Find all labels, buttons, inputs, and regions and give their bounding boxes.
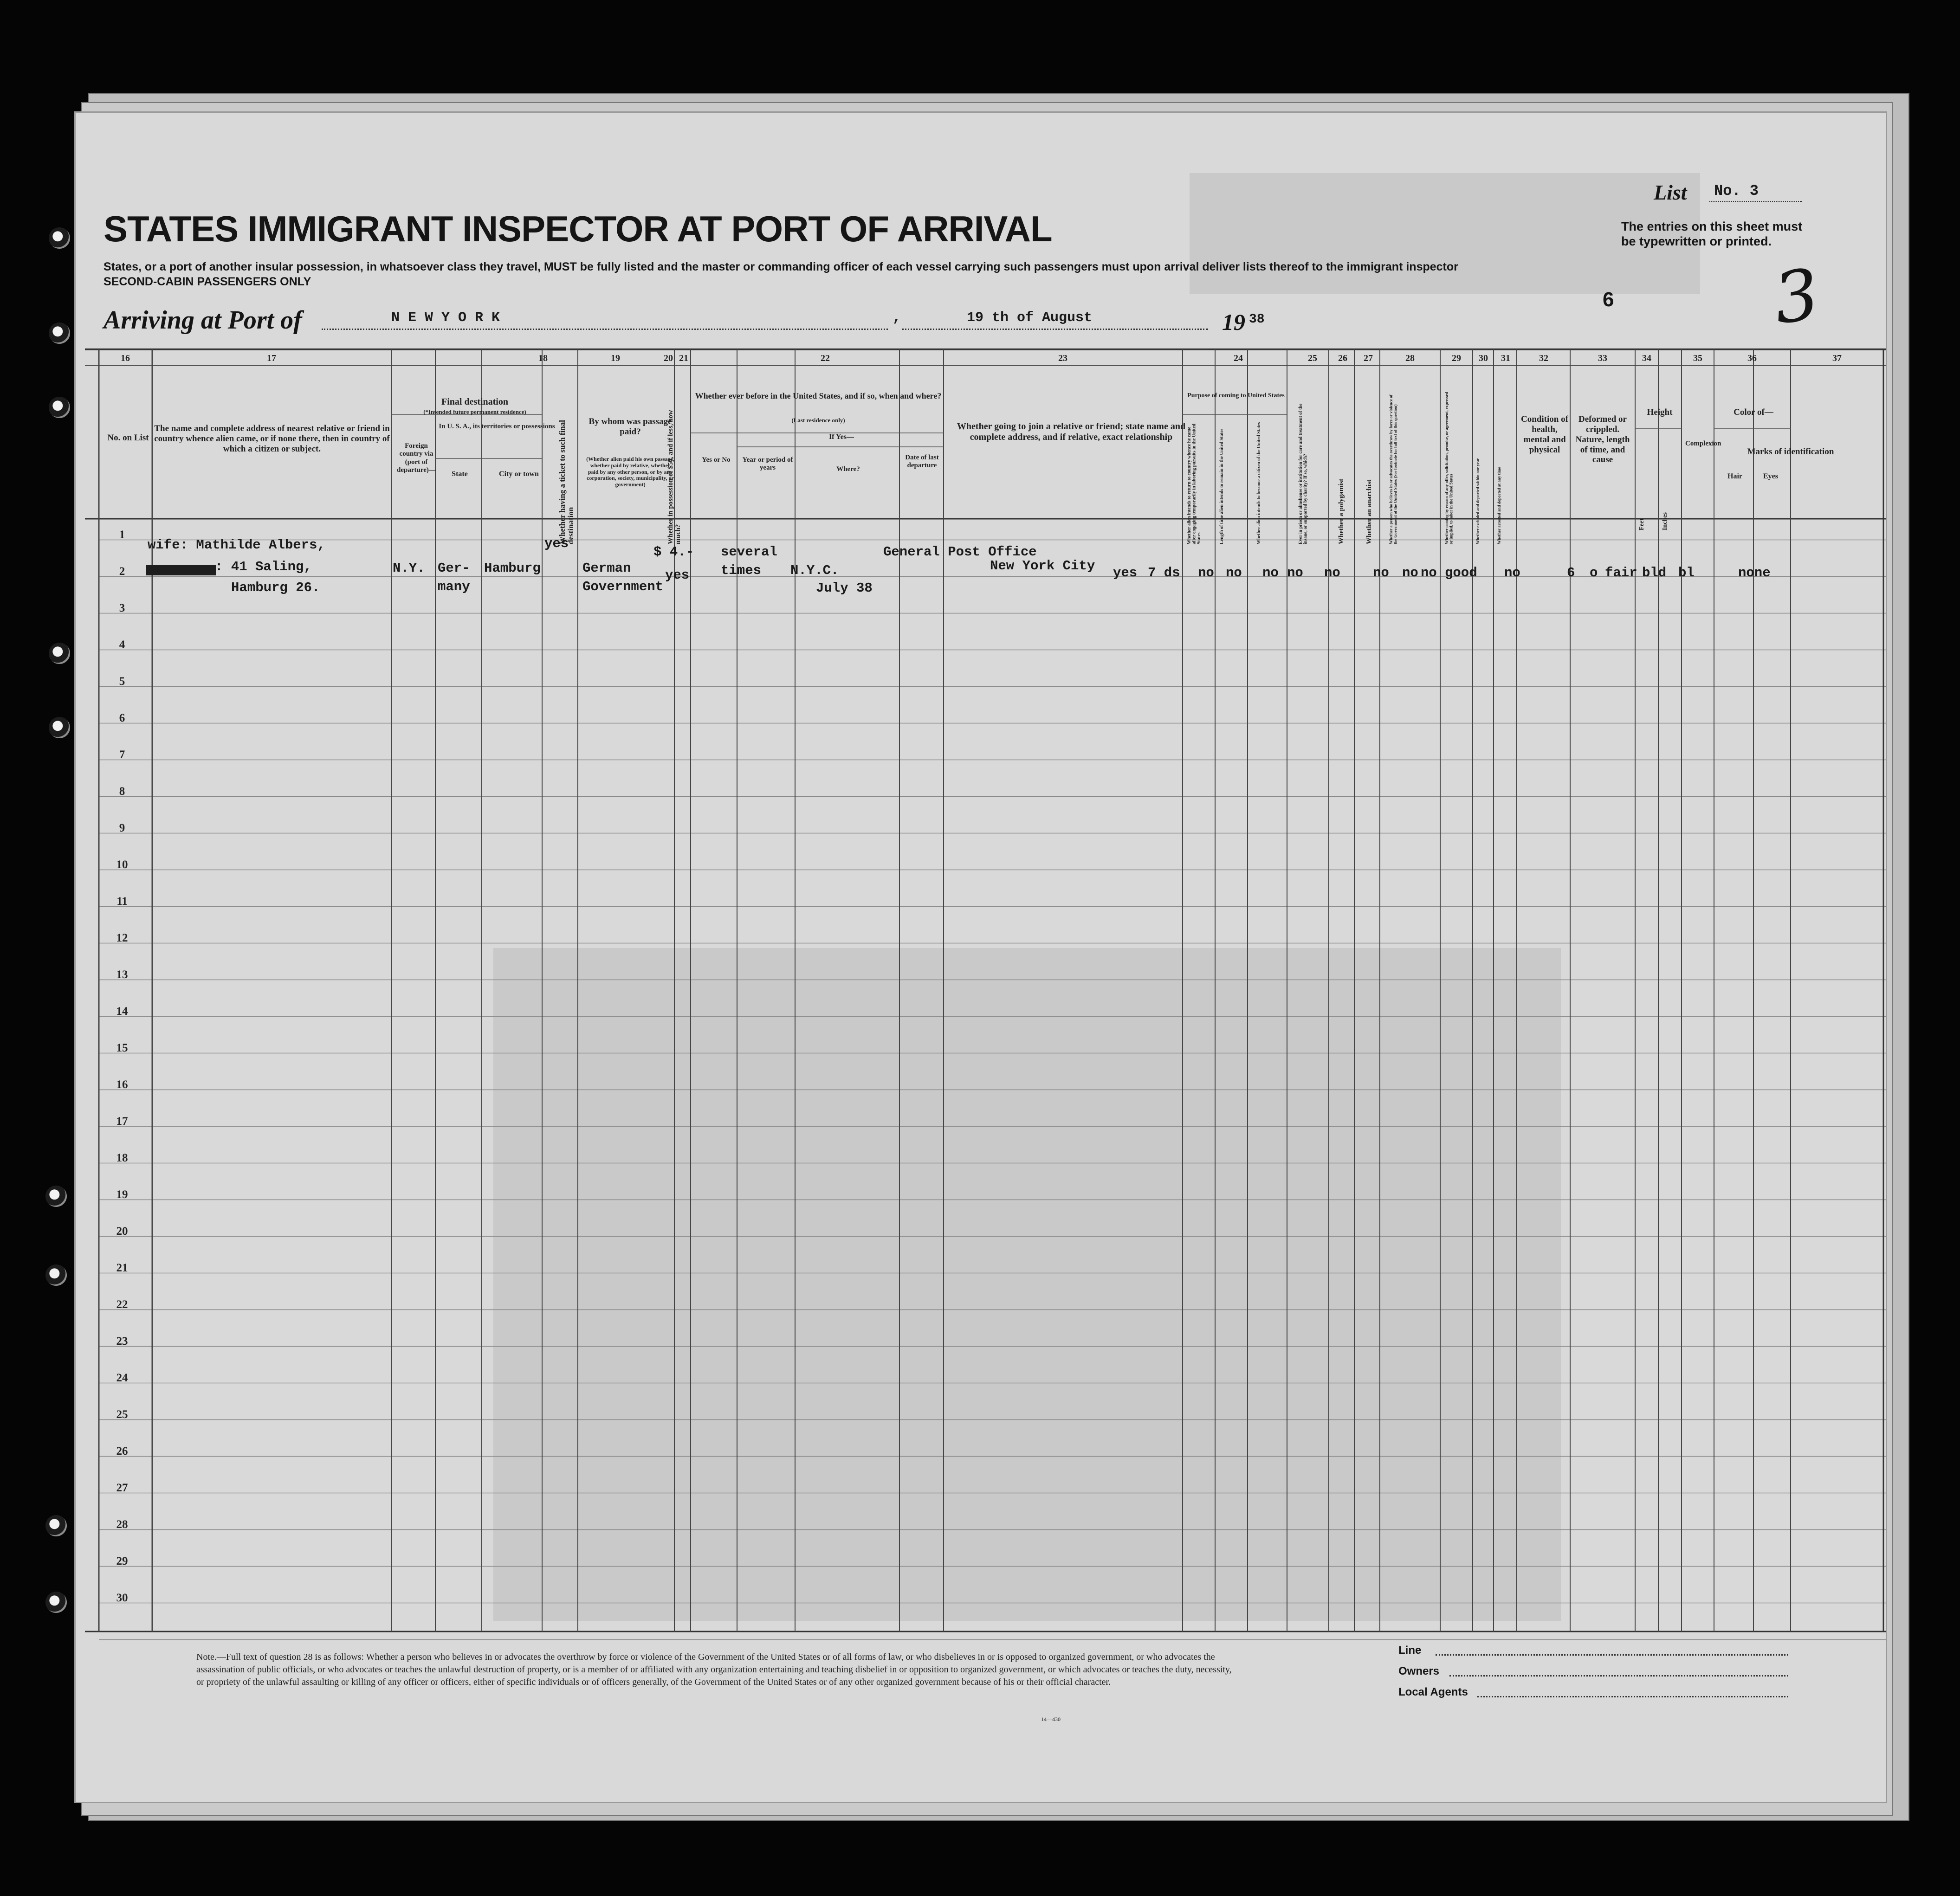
- row-number: 19: [116, 1188, 128, 1201]
- column-number: 18: [538, 353, 548, 363]
- manifest-sheet: [74, 111, 1887, 1803]
- header-ticket: Whether having a ticket to such final destination: [558, 420, 575, 544]
- row-number: 26: [116, 1445, 128, 1457]
- form-number: 14—430: [1041, 1716, 1061, 1722]
- column-number: 21: [679, 353, 688, 363]
- row-number: 29: [116, 1555, 128, 1567]
- header-anarchist: Whether an anarchist: [1365, 479, 1373, 544]
- header-money: Whether in possession of $50, and if less, how much?: [667, 410, 682, 544]
- entry-q28: no: [1324, 565, 1340, 580]
- footer-note: Note.—Full text of question 28 is as follows: Whether a person who believes in or advocates the overthrow by force or violence of the Government of the United States or of all forms of law, or who disbelieves in or is opposed to organized government, or who advocates the assassination of public officials, or who advocates or teaches the unlawful destruction of property, or is a member of or affiliated with any organization entertaining and teaching disbelief in or opposition to organized government, or which advocates or teaches the duty, necessity, or propriety of the unlawful assaulting or killing of any officer or officers, either of specific individuals or of officers generally, of the Government of the United States or of any other organized government because of his or their official character.: [196, 1652, 1232, 1687]
- row-number: 23: [116, 1335, 128, 1348]
- line-underline: [1436, 1654, 1788, 1656]
- column-number: 36: [1747, 353, 1757, 363]
- header-q31: Whether arrested and deported at any time: [1497, 467, 1501, 544]
- column-number: 34: [1642, 353, 1651, 363]
- column-number: 30: [1479, 353, 1488, 363]
- column-number: 33: [1598, 353, 1607, 363]
- binder-hole-icon: [45, 1515, 67, 1536]
- row-number: 10: [116, 858, 128, 871]
- header-feet: Feet: [1638, 518, 1645, 530]
- entry-before-yes: yes: [665, 568, 690, 583]
- entry-complexion: fair: [1605, 565, 1637, 580]
- arriving-label: Arriving at Port of: [103, 306, 302, 335]
- column-number: 20: [664, 353, 673, 363]
- owners-label: Owners: [1398, 1665, 1440, 1677]
- header-polygamist: Whether a polygamist: [1338, 478, 1345, 544]
- binder-hole-icon: [45, 1264, 67, 1286]
- header-purpose: Purpose of coming to United States: [1187, 392, 1285, 399]
- row-number: 22: [116, 1298, 128, 1311]
- column-number: 16: [121, 353, 130, 363]
- list-number: No. 3: [1714, 182, 1759, 200]
- column-number: 29: [1452, 353, 1461, 363]
- column-number: 31: [1501, 353, 1510, 363]
- column-number: 25: [1308, 353, 1317, 363]
- binder-hole-icon: [49, 322, 70, 344]
- header-purpose-a: Whether alien intends to return to country whence he came after engaging temporarily in laboring pursuits in the United States: [1187, 424, 1202, 544]
- row-number: 4: [119, 638, 125, 651]
- header-height: Height: [1647, 407, 1673, 417]
- entry-money: $ 4.-: [653, 544, 694, 560]
- header-hair: Hair: [1727, 472, 1742, 480]
- binder-hole-icon: [49, 643, 70, 664]
- row-number: 30: [116, 1592, 128, 1604]
- row-number: 14: [116, 1005, 128, 1018]
- header-nearest-relative: The name and complete address of nearest relative or friend in country whence alien came, or if none there, then in country of which a citizen or subject.: [154, 424, 390, 454]
- header-foreign-country: Foreign country via (port of departure)—: [397, 442, 436, 474]
- entry-q31: no: [1421, 565, 1437, 580]
- entry-length-of-stay: 7 ds: [1148, 565, 1180, 580]
- header-condition: Condition of health, mental and physical: [1521, 414, 1568, 455]
- row-number: 1: [119, 529, 125, 541]
- column-number: 26: [1338, 353, 1347, 363]
- header-complexion: Complexion: [1685, 440, 1721, 447]
- entry-deformed: no: [1504, 565, 1520, 580]
- column-number: 17: [267, 353, 276, 363]
- row-number: 27: [116, 1482, 128, 1494]
- agents-underline: [1477, 1696, 1788, 1697]
- entry-state-2: many: [438, 579, 470, 594]
- entry-health: good: [1445, 565, 1477, 580]
- row-number: 8: [119, 785, 125, 798]
- page-title: STATES IMMIGRANT INSPECTOR AT PORT OF ARRIVAL: [103, 208, 1052, 249]
- entry-q29: no: [1373, 565, 1389, 580]
- binder-hole-icon: [49, 227, 70, 249]
- row-number: 21: [116, 1262, 128, 1274]
- entry-passage-2: Government: [582, 579, 664, 594]
- entry-hair: bld: [1642, 565, 1667, 580]
- year-printed: 19: [1222, 309, 1245, 335]
- column-number: 23: [1058, 353, 1067, 363]
- row-number: 28: [116, 1518, 128, 1531]
- entry-eyes: bl: [1678, 565, 1695, 580]
- entry-marks: none: [1738, 565, 1771, 580]
- row-number: 17: [116, 1115, 128, 1128]
- binder-hole-icon: [45, 1186, 67, 1207]
- header-final-destination: Final destination: [441, 397, 508, 407]
- year-typed: 38: [1249, 312, 1265, 327]
- header-date-last-departure: Date of last departure: [905, 454, 939, 470]
- entry-last-departure: July 38: [816, 580, 873, 596]
- header-state: State: [452, 470, 468, 478]
- header-city: City or town: [499, 470, 539, 478]
- binder-hole-icon: [45, 1592, 67, 1613]
- entry-q30: no: [1402, 565, 1418, 580]
- column-number: 28: [1405, 353, 1415, 363]
- header-marks: Marks of identification: [1747, 447, 1834, 457]
- row-number: 3: [119, 602, 125, 614]
- row-number: 18: [116, 1152, 128, 1164]
- row-number: 7: [119, 748, 125, 761]
- column-number: 27: [1364, 353, 1373, 363]
- entry-join-2: New York City: [990, 558, 1095, 574]
- entry-passage-1: German: [582, 561, 631, 576]
- header-no-on-list: No. on List: [107, 433, 149, 443]
- header-passage-paid-note: (Whether alien paid his own passage, whether paid by relative, whether paid by any other person, or by any corporation, society, municipality, or government): [586, 456, 674, 488]
- entry-city: Hamburg: [484, 561, 541, 576]
- header-before-in-us: Whether ever before in the United States, and if so, when and where?: [695, 391, 942, 400]
- row-number: 16: [116, 1078, 128, 1091]
- row-number: 25: [116, 1408, 128, 1421]
- agents-label: Local Agents: [1398, 1686, 1468, 1698]
- row-number: 12: [116, 932, 128, 944]
- row-number: 6: [119, 712, 125, 724]
- header-if-yes: If Yes—: [828, 433, 854, 441]
- list-label: List: [1654, 181, 1687, 204]
- header-yes-or-no: Yes or No: [702, 456, 731, 464]
- header-q29: Whether coming by reason of any offer, solicitation, promise, or agreement, expressed or implied, to labor in the United States: [1444, 392, 1454, 544]
- entry-ticket: yes: [544, 536, 569, 551]
- column-number: 22: [821, 353, 830, 363]
- column-number: 35: [1693, 353, 1702, 363]
- entries-note-2: be typewritten or printed.: [1621, 234, 1772, 248]
- stamp-number: 6: [1603, 288, 1614, 311]
- date-value: 19 th of August: [967, 310, 1093, 326]
- header-purpose-b: Length of time alien intends to remain in the United States: [1219, 428, 1224, 544]
- row-number: 20: [116, 1225, 128, 1238]
- header-deformed: Deformed or crippled. Nature, length of time, and cause: [1575, 414, 1630, 465]
- page-subtitle: States, or a port of another insular possession, in whatsoever class they travel, MUST be fully listed and the master or commanding officer of each vessel carrying such passengers must upon arrival deliver lists thereof to the immigrant inspector: [103, 260, 1458, 273]
- row-number: 9: [119, 822, 125, 834]
- header-year-period: Year or period of years: [742, 456, 793, 472]
- header-color-of: Color of—: [1734, 407, 1773, 417]
- entry-inches: o: [1590, 565, 1598, 580]
- binder-hole-icon: [49, 397, 70, 418]
- header-purpose-c: Whether alien intends to become a citizen of the United States: [1256, 422, 1261, 544]
- header-q28: Whether a person who believes in or advocates the overthrow by force or violence of the Government of the United States (See footnote for full text of this question): [1389, 394, 1398, 544]
- binder-hole-icon: [49, 717, 70, 738]
- header-in-usa: In U. S. A., its territories or possessions: [439, 423, 555, 430]
- column-number: 19: [611, 353, 620, 363]
- entries-note-1: The entries on this sheet must: [1621, 219, 1803, 233]
- class-label: SECOND-CABIN PASSENGERS ONLY: [103, 275, 311, 288]
- header-joining-relative: Whether going to join a relative or friend; state name and complete address, and if relative, exact relationship: [957, 421, 1186, 442]
- entry-polygamist: no: [1262, 565, 1279, 580]
- row-number: 15: [116, 1042, 128, 1054]
- entry-period-2: times: [721, 563, 762, 578]
- entry-intend-return: yes: [1113, 565, 1138, 580]
- header-prison: Ever in prison or almshouse or institution for care and treatment of the insane, or supported by charity? If so, which?: [1298, 403, 1308, 544]
- manifest-grid: [76, 113, 1886, 1802]
- header-eyes: Eyes: [1763, 472, 1778, 480]
- header-last-residence: (Last residence only): [791, 417, 845, 424]
- entry-where: N.Y.C.: [790, 563, 839, 578]
- entry-prison: no: [1226, 565, 1242, 580]
- entry-relative-line1: wife: Mathilde Albers,: [148, 537, 325, 553]
- struck-out-word: [146, 565, 216, 575]
- entry-citizen: no: [1198, 565, 1214, 580]
- entry-period-1: several: [721, 544, 777, 560]
- entry-relative-line3: Hamburg 26.: [231, 580, 320, 595]
- entry-join-1: General Post Office: [883, 544, 1037, 560]
- row-number: 5: [119, 675, 125, 688]
- entry-anarchist: no: [1287, 565, 1303, 580]
- entry-relative-line2: : 41 Saling,: [215, 559, 312, 574]
- entry-feet: 6: [1567, 565, 1575, 580]
- row-number: 11: [116, 895, 128, 908]
- column-number: 37: [1832, 353, 1842, 363]
- column-number: 32: [1539, 353, 1548, 363]
- handwritten-page-number: 3: [1769, 254, 1824, 340]
- header-where: Where?: [836, 465, 860, 473]
- entry-foreign-country: N.Y.: [393, 561, 425, 576]
- row-number: 13: [116, 968, 128, 981]
- row-number: 24: [116, 1372, 128, 1384]
- entry-state-1: Ger-: [438, 561, 470, 576]
- port-value: N E W Y O R K: [391, 310, 500, 326]
- date-comma: ,: [893, 310, 901, 326]
- owners-underline: [1449, 1675, 1788, 1677]
- header-q30: Whether excluded and deported within one year: [1475, 458, 1480, 544]
- column-number: 24: [1234, 353, 1243, 363]
- header-final-destination-note: (*Intended future permanent residence): [423, 408, 526, 415]
- row-number: 2: [119, 565, 125, 578]
- header-inches: Inches: [1662, 512, 1669, 530]
- line-label: Line: [1398, 1644, 1422, 1657]
- header-passage-paid: By whom was passage paid?: [589, 417, 672, 437]
